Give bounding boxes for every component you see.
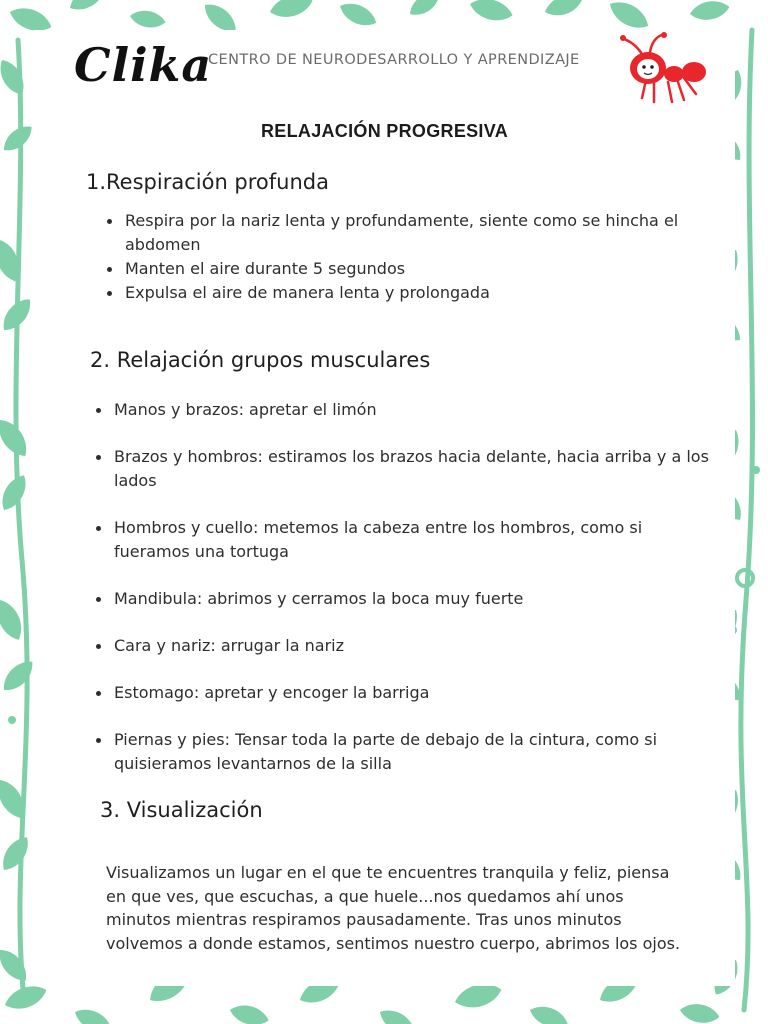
- list-item: Estomago: apretar y encoger la barriga: [94, 681, 714, 705]
- breathing-list: [105, 209, 685, 305]
- section-heading-visualization: 3. Visualización: [100, 798, 263, 822]
- list-item: Brazos y hombros: estiramos los brazos hacia delante, hacia arriba y a los lados: [94, 445, 714, 493]
- section-heading-muscle-relaxation: 2. Relajación grupos musculares: [90, 348, 431, 372]
- organization-name: CENTRO DE NEURODESARROLLO Y APRENDIZAJE: [208, 52, 580, 68]
- section-heading-breathing: 1.Respiración profunda: [86, 170, 329, 194]
- visualization-paragraph: Visualizamos un lugar en el que te encuentres tranquila y feliz, piensa en que ves, que escuchas, a que huele...nos quedamos ahí unos minutos mientras respiramos pausadamente. Tras unos minutos volvemos a donde estamos, sentimos nuestro cuerpo, abrimos los ojos.: [106, 863, 681, 953]
- muscle-groups-list: [94, 398, 714, 799]
- list-item: Respira por la nariz lenta y profundamente, siente como se hincha el abdomen: [105, 209, 685, 257]
- list-item: Manten el aire durante 5 segundos: [105, 257, 685, 281]
- clika-logo: Clika: [74, 38, 213, 92]
- list-item: Piernas y pies: Tensar toda la parte de debajo de la cintura, como si quisieramos levantarnos de la silla: [94, 728, 714, 776]
- list-item: Cara y nariz: arrugar la nariz: [94, 634, 714, 658]
- list-item: Mandibula: abrimos y cerramos la boca muy fuerte: [94, 587, 714, 611]
- document-card: [34, 30, 735, 986]
- list-item: Hombros y cuello: metemos la cabeza entre los hombros, como si fueramos una tortuga: [94, 516, 714, 564]
- page-title: RELAJACIÓN PROGRESIVA: [261, 121, 508, 141]
- list-item: Expulsa el aire de manera lenta y prolongada: [105, 281, 685, 305]
- list-item: Manos y brazos: apretar el limón: [94, 398, 714, 422]
- ant-mascot-icon: [620, 32, 710, 114]
